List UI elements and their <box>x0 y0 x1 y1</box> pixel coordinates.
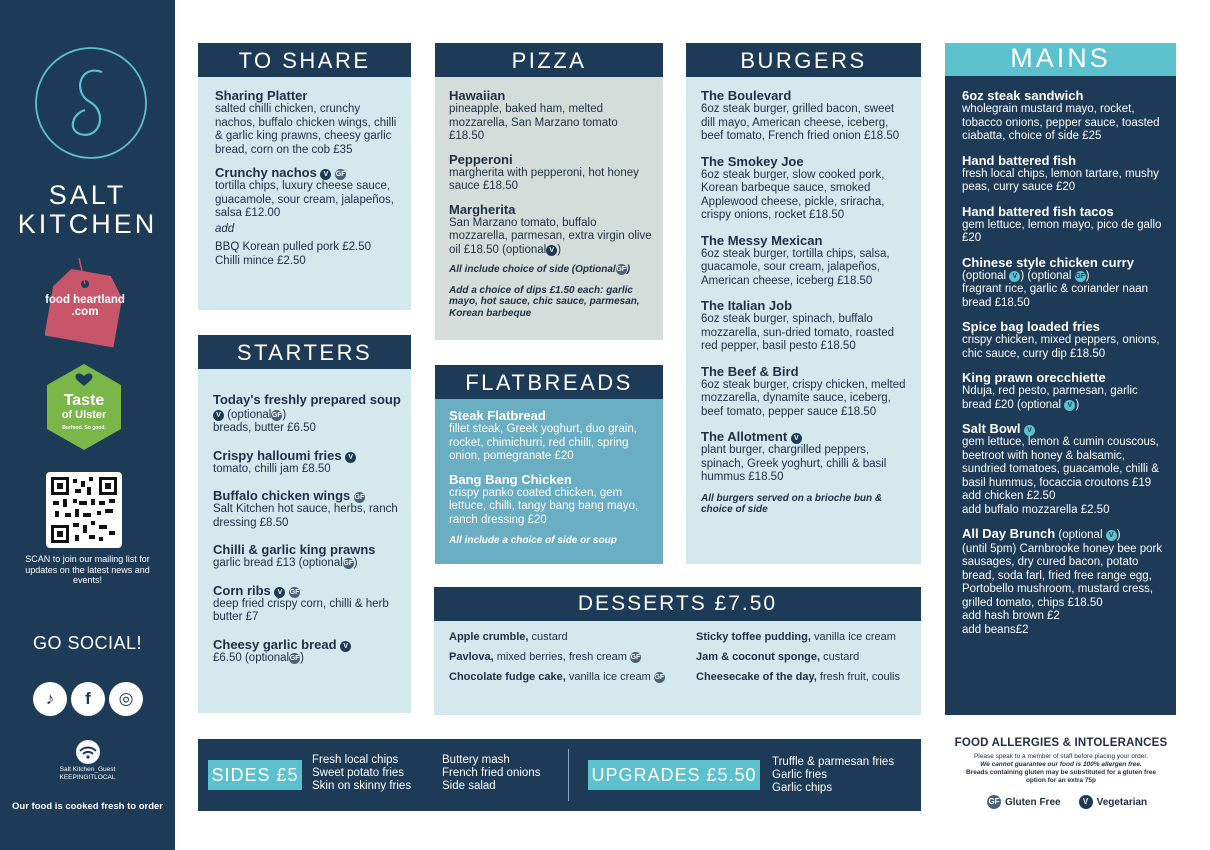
item-description: tomato, chilli jam £8.50 <box>213 462 331 475</box>
vegetarian-label: Vegetarian <box>1096 796 1148 808</box>
gluten-free-icon: GF <box>987 795 1001 809</box>
gluten-free-icon: GF <box>1075 272 1086 280</box>
upgrade-item: Garlic chips <box>772 782 833 794</box>
pizza-note: All include choice of side (OptionalGF) <box>449 264 631 275</box>
vegetarian-icon: V <box>1106 530 1117 541</box>
menu-item <box>701 364 911 420</box>
dessert-item <box>449 651 681 664</box>
item-description: fragrant rice, garlic & coriander naan bread £18.50 <box>962 283 1149 309</box>
food-heartland-text: food heartland .com <box>45 294 125 318</box>
item-description: margherita with pepperoni, hot honey sauce £18.50 <box>449 166 639 192</box>
side-item: Fresh local chips <box>312 754 399 766</box>
item-name: Crispy halloumi fries <box>213 447 342 463</box>
item-description: 6oz steak burger, crispy chicken, melted mozzarella, dynamite sauce, iceberg, beef tomato, pepper sauce £18.50 <box>701 378 906 418</box>
add-label: add <box>215 222 235 235</box>
menu-item <box>701 88 911 144</box>
item-name: The Smokey Joe <box>701 153 804 169</box>
menu-item: King prawn orecchiette Nduja, red pesto, parmesan, garlic bread £20 (optional V ) <box>962 370 1166 412</box>
wifi-details <box>0 766 175 781</box>
to-share-section <box>198 77 411 310</box>
vegetarian-icon: V <box>1009 271 1020 282</box>
sidebar <box>0 0 175 850</box>
wifi-icon <box>73 740 103 764</box>
desserts-section <box>434 621 921 715</box>
gluten-free-icon: GF <box>654 674 665 681</box>
upgrades-list <box>772 756 894 795</box>
item-description: £6.50 (optional <box>213 651 290 664</box>
sides-list-2 <box>442 754 540 793</box>
item-name: The Allotment <box>701 429 788 444</box>
dessert-description: mixed berries, fresh cream <box>493 651 627 663</box>
item-description: 6oz steak burger, tortilla chips, salsa, guacamole, sour cream, jalapeños, American cheese, iceberg £18.50 <box>701 247 890 287</box>
dessert-description: vanilla ice cream <box>565 671 651 683</box>
item-description: 6oz steak burger, slow cooked pork, Korean barbeque sauce, smoked Applewood cheese, pickle, sriracha, crispy onions, rocket £18.50 <box>701 168 885 221</box>
go-social-heading: GO SOCIAL! <box>32 633 143 653</box>
item-optional: (optional <box>962 269 1007 282</box>
item-name: Hand battered fish <box>962 152 1077 168</box>
item-description: 6oz steak burger, grilled bacon, sweet dill mayo, American cheese, iceberg, beef tomato, French fried onion £18.50 <box>701 103 900 142</box>
gluten-free-icon: GF <box>354 494 365 501</box>
item-name: Corn ribs <box>213 582 271 598</box>
gluten-free-icon: GF <box>289 654 300 662</box>
item-name: Spice bag loaded fries <box>962 319 1100 334</box>
item-optional: (optional <box>227 408 272 421</box>
dessert-description: custard <box>528 631 568 643</box>
item-description: crispy chicken, mixed peppers, onions, chic sauce, curry dip £18.50 <box>962 334 1160 360</box>
side-item: Skin on skinny fries <box>312 780 412 792</box>
pizza-note-text: All include choice of side (Optional <box>449 264 616 275</box>
item-name: Buffalo chicken wings <box>213 488 351 503</box>
food-heartland-badge <box>45 252 125 348</box>
item-description: garlic bread £13 (optional <box>213 557 343 569</box>
menu-item <box>449 408 653 464</box>
sides-bar <box>198 739 921 811</box>
item-name: Chinese style chicken curry <box>962 254 1134 270</box>
item-description: tortilla chips, luxury cheese sauce, guacamole, sour cream, jalapeños, salsa £12.00 <box>215 180 394 219</box>
menu-item <box>701 429 911 485</box>
item-description: gem lettuce, lemon mayo, pico de gallo £20 <box>962 218 1162 244</box>
item-name: All Day Brunch <box>962 526 1056 541</box>
dessert-name: Pavlova, <box>449 651 494 663</box>
menu-item <box>701 298 911 354</box>
social-links <box>33 682 143 716</box>
taste-line-1: Taste <box>63 392 105 409</box>
dessert-name: Chocolate fudge cake, <box>449 671 566 683</box>
brand-line-2: KITCHEN <box>17 209 158 239</box>
item-description: (until 5pm) Carnbrooke honey bee pork sausages, dry cured bacon, potato bread, soda farl, fried free range egg, Portobello mushroom, mustard cress, grilled tomato, chips £18.50 <box>962 542 1163 609</box>
item-optional: ) (optional <box>1020 269 1072 282</box>
item-name: Margherita <box>449 201 516 217</box>
dessert-name: Cheesecake of the day, <box>696 671 817 683</box>
item-name: The Italian Job <box>701 298 793 313</box>
dietary-legend <box>987 795 1147 809</box>
starters-header: STARTERS <box>198 335 411 369</box>
menu-item <box>215 165 401 268</box>
vegetarian-icon: V <box>1079 795 1093 809</box>
item-name: 6oz steak sandwich <box>962 88 1084 103</box>
pizza-section <box>435 77 663 340</box>
facebook-icon[interactable]: f <box>71 682 105 716</box>
item-description: fresh local chips, lemon tartare, mushy peas, curry sauce £20 <box>962 167 1159 193</box>
starters-section <box>198 369 411 713</box>
add-item: Chilli mince £2.50 <box>215 254 306 267</box>
menu-item <box>215 88 401 157</box>
qr-code-icon <box>51 477 117 543</box>
upgrade-item: Garlic fries <box>772 769 827 781</box>
to-share-header: TO SHARE <box>198 43 411 77</box>
mains-header: MAINS <box>945 43 1176 76</box>
menu-item <box>449 88 653 144</box>
menu-item <box>213 448 401 477</box>
item-description: crispy panko coated chicken, gem lettuce, chilli, tangy bang bang mayo, ranch dressing £20 <box>449 486 639 526</box>
dessert-item <box>696 631 911 644</box>
item-description: pineapple, baked ham, melted mozzarella, San Marzano tomato £18.50 <box>449 103 618 142</box>
item-description: Salt Kitchen hot sauce, herbs, ranch dressing £8.50 <box>213 503 398 529</box>
menu-item <box>213 488 401 530</box>
vegetarian-icon: V <box>213 410 224 421</box>
item-name: The Beef & Bird <box>701 363 799 379</box>
pizza-header: PIZZA <box>435 43 663 77</box>
sides-list-1 <box>312 754 411 793</box>
taste-line-2: of Ulster <box>61 409 107 421</box>
side-item: Sweet potato fries <box>312 767 405 779</box>
vegetarian-icon: V <box>546 245 557 256</box>
side-item: Side salad <box>442 780 496 792</box>
flatbreads-section <box>435 399 663 564</box>
dessert-item <box>696 671 911 684</box>
gluten-free-icon: GF <box>343 560 354 567</box>
menu-item <box>962 204 1166 246</box>
item-name: Cheesy garlic bread <box>213 636 337 652</box>
menu-item <box>701 154 911 223</box>
gluten-free-icon: GF <box>289 588 300 596</box>
vegetarian-icon: V <box>320 169 331 180</box>
side-item: French fried onions <box>442 767 541 779</box>
add-item: BBQ Korean pulled pork £2.50 <box>215 241 371 253</box>
dessert-item <box>449 671 681 684</box>
add-item: add beans£2 <box>962 623 1029 636</box>
divider <box>568 749 569 801</box>
item-name: King prawn orecchiette <box>962 370 1106 385</box>
add-item: add chicken £2.50 <box>962 490 1056 502</box>
sides-label: SIDES £5 <box>208 760 302 790</box>
menu-item: Cheesy garlic bread V £6.50 (optionalGF) <box>213 637 401 666</box>
menu-item <box>962 88 1166 144</box>
upgrades-label: UPGRADES £5.50 <box>588 760 760 790</box>
menu-item: Today's freshly prepared soup V (optionalGF) breads, butter £6.50 <box>213 392 401 434</box>
upgrade-item: Truffle & parmesan fries <box>772 756 895 768</box>
dessert-item <box>696 651 911 664</box>
item-name: Salt Bowl <box>962 421 1021 436</box>
desserts-right-column <box>696 631 911 684</box>
mains-section <box>945 76 1176 715</box>
item-name: Crunchy nachos <box>215 165 317 180</box>
item-name: Chilli & garlic king prawns <box>213 542 376 557</box>
menu-item <box>449 472 653 528</box>
dessert-name: Jam & coconut sponge, <box>696 651 821 663</box>
item-name: The Boulevard <box>701 88 792 103</box>
allergy-line-3: Breads containing gluten may be substituted for a gluten free option for an extra 75p <box>966 769 1156 784</box>
item-name: Pepperoni <box>449 151 513 167</box>
taste-of-ulster-badge <box>44 362 124 452</box>
salt-kitchen-logo-icon <box>30 44 152 162</box>
item-name: Hawaiian <box>449 88 506 103</box>
dips-note: Add a choice of dips £1.50 each: garlic mayo, hot sauce, chic sauce, parmesan, Korean barbeque <box>449 284 640 319</box>
item-description: salted chilli chicken, crunchy nachos, buffalo chicken wings, chilli & garlic king prawns, cheesy garlic bread, corn on the cob £35 <box>215 103 397 156</box>
item-optional: (optional <box>1058 529 1103 541</box>
qr-code[interactable] <box>46 472 122 548</box>
tiktok-icon[interactable]: ♪ <box>33 682 67 716</box>
dessert-name: Apple crumble, <box>449 631 529 643</box>
flatbreads-header: FLATBREADS <box>435 365 663 399</box>
flatbreads-note: All include a choice of side or soup <box>449 535 617 546</box>
cooked-fresh-note: Our food is cooked fresh to order <box>12 801 163 812</box>
dessert-description: custard <box>820 651 860 663</box>
vegetarian-icon: V <box>1024 425 1035 436</box>
menu-item: All Day Brunch (optional V ) (until 5pm) Carnbrooke honey bee pork sausages, dry cured bacon, potato bread, soda farl, fried free range egg, Portobello mushroom, mustard cress, grilled tomato, chips £18.50 add hash brown £2 add beans£2 <box>962 526 1166 637</box>
allergy-line-2: We cannot guarantee our food is 100% allergen free. <box>980 761 1142 768</box>
item-name: Hand battered fish tacos <box>962 203 1114 219</box>
item-description: plant burger, chargrilled peppers, spinach, Greek yoghurt, chilli & basil hummus £18.50 <box>701 444 887 483</box>
vegetarian-icon: V <box>340 641 351 652</box>
wifi-ssid: Salt Kitchen_Guest <box>59 766 116 773</box>
vegetarian-icon: V <box>274 587 285 598</box>
desserts-left-column <box>449 631 681 684</box>
dessert-description: vanilla ice cream <box>810 631 896 643</box>
item-description: San Marzano tomato, buffalo mozzarella, parmesan, extra virgin olive oil £18.50 (optional <box>449 216 652 256</box>
burgers-section <box>686 77 921 564</box>
item-name: Sharing Platter <box>215 88 308 103</box>
gluten-free-icon: GF <box>335 171 346 178</box>
scan-text: SCAN to join our mailing list for updates on the latest news and events! <box>25 554 150 585</box>
vegetarian-icon: V <box>791 433 802 444</box>
burgers-header: BURGERS <box>686 43 921 77</box>
gluten-free-icon: GF <box>271 411 282 419</box>
item-description: gem lettuce, lemon & cumin couscous, beetroot with honey & balsamic, sundried tomatoes, guacamole, chilli & basil hummus, focaccia croutons £19 <box>962 436 1159 489</box>
desserts-header: DESSERTS £7.50 <box>434 587 921 621</box>
item-description: wholegrain mustard mayo, rocket, tobacco onions, pepper sauce, toasted ciabatta, choice of side £25 <box>962 103 1160 142</box>
item-name: The Messy Mexican <box>701 232 823 248</box>
instagram-icon[interactable]: ◎ <box>109 682 143 716</box>
gluten-free-label: Gluten Free <box>1005 796 1061 808</box>
add-item: add hash brown £2 <box>962 610 1060 622</box>
item-description: deep fried crispy corn, chilli & herb butter £7 <box>213 597 389 623</box>
menu-item: Chilli & garlic king prawns garlic bread £13 (optionalGF) <box>213 542 401 571</box>
menu-item: Margherita San Marzano tomato, buffalo mozzarella, parmesan, extra virgin olive oil £18.50 (optional V ) <box>449 201 652 256</box>
wifi-password: KEEPINGITLOCAL <box>59 773 116 781</box>
allergy-title: FOOD ALLERGIES & INTOLERANCES <box>954 737 1168 749</box>
dessert-description: fresh fruit, coulis <box>816 671 900 683</box>
item-name: Today's freshly prepared soup <box>213 392 401 407</box>
side-item: Buttery mash <box>442 754 510 766</box>
menu-item <box>962 319 1166 361</box>
allergy-info <box>945 737 1177 785</box>
menu-item <box>962 421 1166 517</box>
item-name: Bang Bang Chicken <box>449 471 572 487</box>
menu-item <box>701 233 911 289</box>
item-name: Steak Flatbread <box>449 408 546 423</box>
gluten-free-icon: GF <box>630 654 641 661</box>
item-description: Nduja, red pesto, parmesan, garlic bread £20 (optional <box>962 385 1138 411</box>
brand-line-1: SALT <box>48 180 127 210</box>
allergy-line-1: Please speak to a member of staff before placing your order. <box>973 753 1149 760</box>
dessert-name: Sticky toffee pudding, <box>696 631 811 643</box>
vegetarian-icon: V <box>1064 400 1075 411</box>
dessert-item <box>449 631 681 644</box>
item-description: breads, butter £6.50 <box>213 422 316 434</box>
menu-item <box>449 152 653 194</box>
gluten-free-icon: GF <box>616 266 627 273</box>
menu-item <box>213 583 401 625</box>
item-description: 6oz steak burger, spinach, buffalo mozzarella, sun-dried tomato, roasted red pepper, basil pesto £18.50 <box>701 313 895 352</box>
taste-tagline: Burfood. So good. <box>62 425 106 431</box>
add-item: add buffalo mozzarella £2.50 <box>962 503 1110 516</box>
menu-item <box>962 153 1166 195</box>
burgers-note: All burgers served on a brioche bun & choice of side <box>701 492 883 515</box>
menu-item: Chinese style chicken curry (optional V ) (optional GF) fragrant rice, garlic & coriander naan bread £18.50 <box>962 255 1166 311</box>
vegetarian-icon: V <box>345 452 356 463</box>
item-description: fillet steak, Greek yoghurt, duo grain, rocket, chimichurri, red chilli, spring onion, pomegranate £20 <box>449 423 637 462</box>
